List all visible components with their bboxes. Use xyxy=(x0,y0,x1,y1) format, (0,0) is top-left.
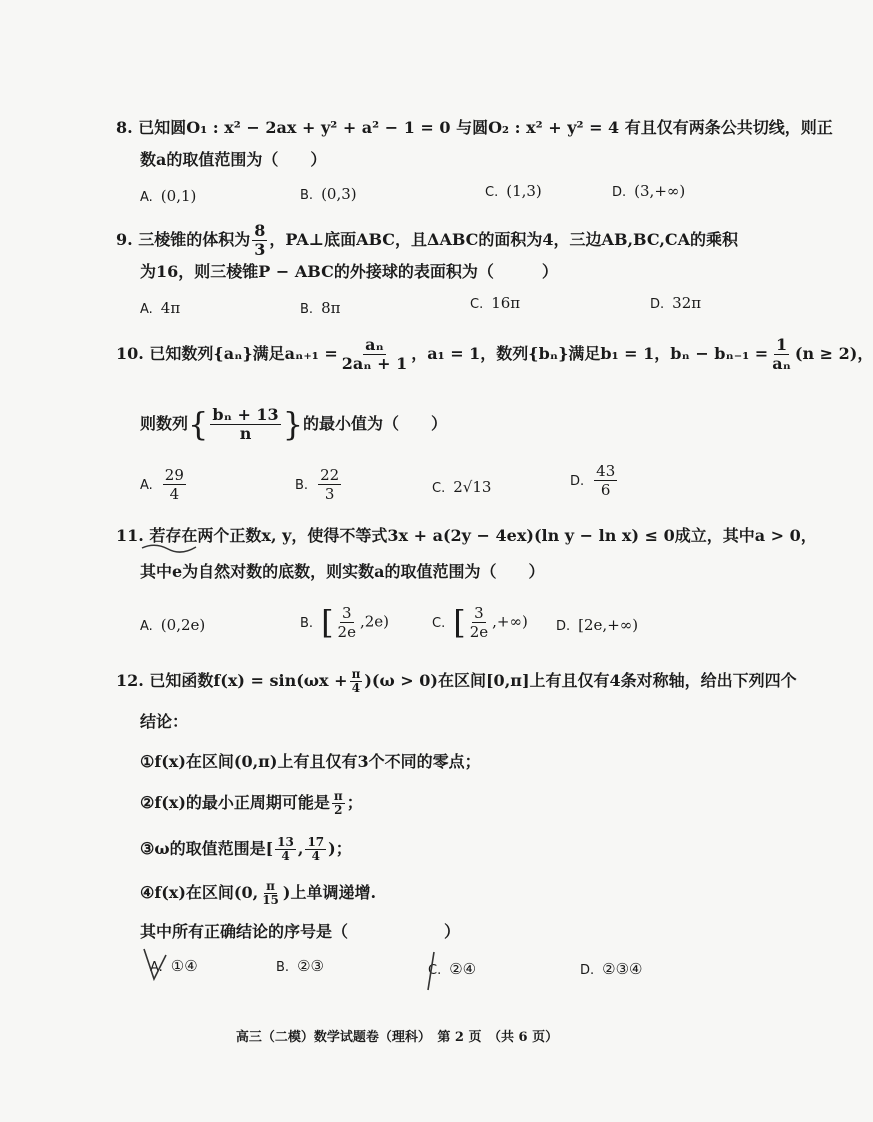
q12-conclusion-2: ②f(x)的最小正周期可能是 $\frac{\pi}{2}$ ； xyxy=(140,789,363,817)
q11-line1: 11. 若存在两个正数x, y，使得不等式3x + a(2y − 4ex)(ln y − ln x) ≤ 0成立，其中a > 0， xyxy=(116,526,817,545)
handwritten-underline-mark xyxy=(140,540,200,554)
q10-option-d: D. $\frac{43}{6}$ xyxy=(570,462,616,499)
q12-option-b: B. ②③ xyxy=(276,957,324,975)
q10-line1: 10. 已知数列{aₙ}满足aₙ₊₁ = $\frac{\text{aₙ}}{\text{2aₙ + 1}}$ ，a₁ = 1，数列{bₙ}满足b₁ = 1，bₙ − bₙ₋₁ = $\frac{1}{\text{aₙ}}$ (n ≥ 2)， xyxy=(116,335,873,373)
q12-line2: 结论： xyxy=(140,712,189,731)
q8-line1: 8. 已知圆O₁ : x² − 2ax + y² + a² − 1 = 0 与圆O₂ : x² + y² = 4 有且仅有两条公共切线，则正 xyxy=(116,118,833,137)
q8-option-c: C. (1,3) xyxy=(485,182,542,200)
q12-line1: 12. 已知函数f(x) = sin(ωx + $\frac{\pi}{4}$ )(ω > 0)在区间[0,π]上有且仅有4条对称轴，给出下列四个 xyxy=(116,667,797,695)
q10-line2: 则数列{ $\frac{\text{bₙ + 13}}{n}$ }的最小值为（ ） xyxy=(140,405,448,444)
q12-option-a: A. ①④ xyxy=(150,957,198,975)
q12-option-d: D. ②③④ xyxy=(580,960,643,978)
q10-option-b: B. $\frac{22}{3}$ xyxy=(295,466,340,503)
q8-line2: 数a的取值范围为（ ） xyxy=(140,150,327,169)
q9-volume-fraction: $\frac{8}{3}$ xyxy=(254,221,266,259)
q10-recurrence-fraction: $\frac{\text{aₙ}}{\text{2aₙ + 1}}$ xyxy=(341,335,408,373)
q12-option-c: C. ②④ xyxy=(428,960,477,978)
q9-line2: 为16，则三棱锥P − ABC的外接球的表面积为（ ） xyxy=(140,262,558,281)
q10-b-diff-fraction: $\frac{1}{\text{aₙ}}$ xyxy=(772,335,791,373)
q11-line2: 其中e为自然对数的底数，则实数a的取值范围为（ ） xyxy=(140,562,545,581)
q12-prompt: 其中所有正确结论的序号是（ ） xyxy=(140,922,461,941)
q8-option-b: B. (0,3) xyxy=(300,185,357,203)
q11-option-c: C. [ $\frac{3}{2e}$ ,+∞) xyxy=(432,603,528,642)
q9-option-c: C. 16π xyxy=(470,294,521,312)
q11-option-d: D. [2e,+∞) xyxy=(556,616,639,634)
q9-option-a: A. 4π xyxy=(140,299,181,317)
handwritten-check-mark-c xyxy=(418,950,442,992)
q11-option-a: A. (0,2e) xyxy=(140,616,206,634)
q10-option-a: A. $\frac{29}{4}$ xyxy=(140,466,184,503)
q9-line1: 9. 三棱锥的体积为 $\frac{8}{3}$ ，PA⊥底面ABC，且ΔABC的面积为4，三边AB,BC,CA的乘积 xyxy=(116,221,739,259)
q10-sequence-fraction: $\frac{\text{bₙ + 13}}{n}$ xyxy=(212,405,279,443)
q12-conclusion-1: ①f(x)在区间(0,π)上有且仅有3个不同的零点； xyxy=(140,752,481,771)
q9-option-b: B. 8π xyxy=(300,299,341,317)
q12-conclusion-3: ③ω的取值范围是[ $\frac{13}{4}$ , $\frac{17}{4}$ )； xyxy=(140,835,352,863)
q10-option-c: C. 2√13 xyxy=(432,478,492,496)
page-footer: 高三（二模）数学试题卷（理科） 第 2 页 （共 6 页） xyxy=(235,1030,559,1045)
q12-pi-over-4: $\frac{\pi}{4}$ xyxy=(351,667,361,695)
q8-option-a: A. (0,1) xyxy=(140,187,197,205)
q12-conclusion-4: ④f(x)在区间(0, $\frac{\pi}{15}$ )上单调递增. xyxy=(140,879,377,907)
handwritten-check-mark-a xyxy=(140,945,170,985)
q9-option-d: D. 32π xyxy=(650,294,702,312)
q8-option-d: D. (3,+∞) xyxy=(612,182,686,200)
q11-option-b: B. [ $\frac{3}{2e}$ ,2e) xyxy=(300,603,390,642)
